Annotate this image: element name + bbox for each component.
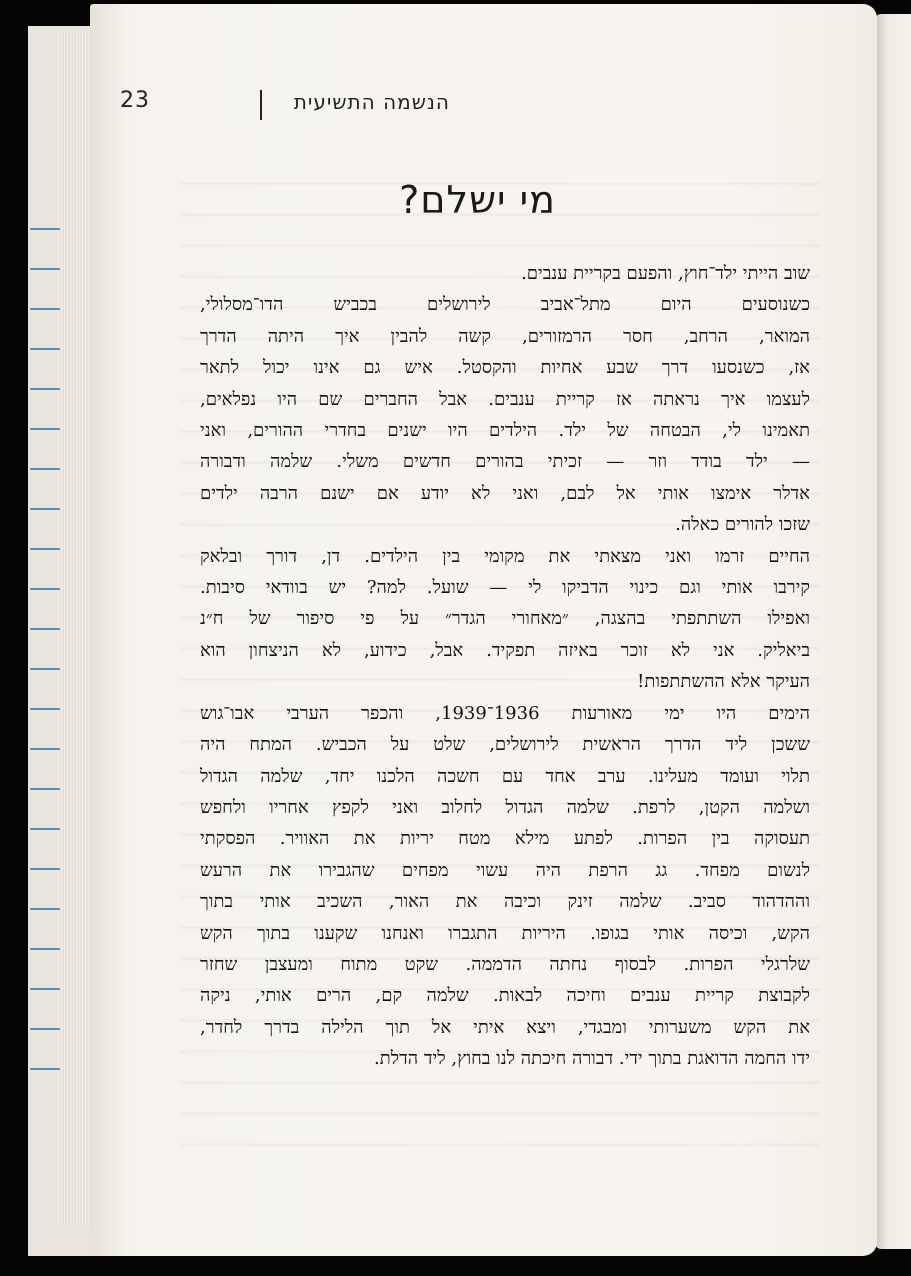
edge-tick-mark bbox=[30, 228, 60, 230]
edge-tick-mark bbox=[30, 628, 60, 630]
edge-tick-mark bbox=[30, 548, 60, 550]
edge-tick-mark bbox=[30, 788, 60, 790]
edge-tick-mark bbox=[30, 828, 60, 830]
paragraph bbox=[200, 258, 810, 289]
paragraph bbox=[200, 698, 810, 1075]
text-line: שוב הייתי ילד־חוץ, והפעם בקריית ענבים. bbox=[521, 263, 810, 284]
text-line: תלוי ועומד מעלינו. ערב אחד עם חשכה הלכנו יחד, שלמה הגדול bbox=[200, 765, 810, 787]
text-line: לעצמו איך נראתה אז קריית ענבים. אבל החברים שם היו נפלאים, bbox=[200, 388, 810, 410]
edge-tick-mark bbox=[30, 988, 60, 990]
text-line: תאמינו לי, הבטחה של ילד. הילדים היו ישנים בחדרי ההורים, ואני bbox=[200, 420, 810, 442]
paragraph bbox=[200, 289, 810, 540]
edge-tick-mark bbox=[30, 668, 60, 670]
text-line: אז, כשנסעו דרך שבע אחיות והקסטל. איש גם אינו יכול לתאר bbox=[200, 357, 810, 379]
page-header bbox=[120, 88, 450, 128]
text-line: הקש, וכיסה אותי בגופו. היריות התגברו ואנחנו שקענו בתוך הקש bbox=[200, 922, 810, 944]
text-line: הימים היו ימי מאורעות 1936־1939, והכפר הערבי אבו־גוש bbox=[200, 702, 810, 724]
text-line: וההדהוד סביב. שלמה זינק וכיבה את האור, השכיב אותי בתוך bbox=[200, 891, 810, 913]
edge-tick-mark bbox=[30, 588, 60, 590]
edge-tick-mark bbox=[30, 1028, 60, 1030]
edge-tick-mark bbox=[30, 428, 60, 430]
text-line: כשנוסעים היום מתל־אביב לירושלים בכביש הדו־מסלולי, bbox=[200, 294, 810, 316]
text-line: תעסוקה בין הפרות. לפתע מילא מטח יריות את האוויר. הפסקתי bbox=[200, 828, 810, 850]
text-line: — ילד בודד וזר — זכיתי בהורים חדשים משלי. שלמה ודבורה bbox=[200, 451, 810, 473]
edge-tick-mark bbox=[30, 748, 60, 750]
text-line: את הקש משערותי ומבגדי, ויצא איתי אל תוך הלילה בדרך לחדר, bbox=[200, 1016, 810, 1038]
text-line: העיקר אלא ההשתתפות! bbox=[637, 671, 810, 693]
text-line: שלרגלי הפרות. לבסוף נחתה הדממה. שקט מתוח ומעצבן שחזר bbox=[200, 953, 810, 975]
header-divider bbox=[260, 90, 262, 120]
text-line: ואפילו השתתפתי בהצגה, ״מאחורי הגדר״ על פי סיפור של ח״נ bbox=[200, 608, 810, 630]
running-title: הנשמה התשיעית bbox=[293, 90, 450, 114]
page-stack bbox=[58, 30, 92, 1226]
text-line: המואר, הרחב, חסר הרמזורים, קשה להבין איך היתה הדרך bbox=[200, 325, 810, 347]
edge-tick-mark bbox=[30, 468, 60, 470]
edge-tick-mark bbox=[30, 868, 60, 870]
text-line: ביאליק. אני לא זוכר באיזה תפקיד. אבל, כידוע, לא הניצחון הוא bbox=[200, 639, 810, 661]
body-text bbox=[200, 258, 810, 1075]
edge-tick-mark bbox=[30, 1068, 60, 1070]
edge-tick-mark bbox=[30, 508, 60, 510]
text-line: קירבו אותי וגם כינוי הדביקו לי — שועל. למה? יש בוודאי סיבות. bbox=[200, 577, 810, 599]
text-line: אדלר אימצו אותי אל לבם, ואני לא יודע אם ישנם הרבה ילדים bbox=[200, 482, 810, 504]
text-line: שזכו להורים כאלה. bbox=[675, 514, 810, 536]
edge-tick-mark bbox=[30, 388, 60, 390]
text-line: לנשום מפחד. גג הרפת היה עשוי מפחים שהגבירו את הרעש bbox=[200, 859, 810, 881]
text-line: ידו החמה הדואגת בתוך ידי. דבורה חיכתה לנו בחוץ, ליד הדלת. bbox=[374, 1048, 810, 1070]
paragraph bbox=[200, 541, 810, 698]
facing-page-edge bbox=[875, 14, 911, 1249]
edge-tick-mark bbox=[30, 948, 60, 950]
edge-tick-mark bbox=[30, 348, 60, 350]
edge-tick-mark bbox=[30, 908, 60, 910]
edge-tick-mark bbox=[30, 708, 60, 710]
edge-tick-mark bbox=[30, 308, 60, 310]
text-line: ושלמה הקטן, לרפת. שלמה הגדול לחלוב ואני לקפץ אחריו ולחפש bbox=[200, 796, 810, 818]
chapter-title: מי ישלם? bbox=[399, 178, 556, 222]
text-line: החיים זרמו ואני מצאתי את מקומי בין הילדים. דן, דורך ובלאק bbox=[200, 545, 810, 567]
page-number: 23 bbox=[120, 88, 150, 113]
edge-tick-mark bbox=[30, 268, 60, 270]
text-line: לקבוצת קריית ענבים וחיכה לבאות. שלמה קם, הרים אותי, ניקה bbox=[200, 985, 810, 1007]
text-line: ששכן ליד הדרך הראשית לירושלים, שלט על הכביש. המתח היה bbox=[200, 734, 810, 756]
